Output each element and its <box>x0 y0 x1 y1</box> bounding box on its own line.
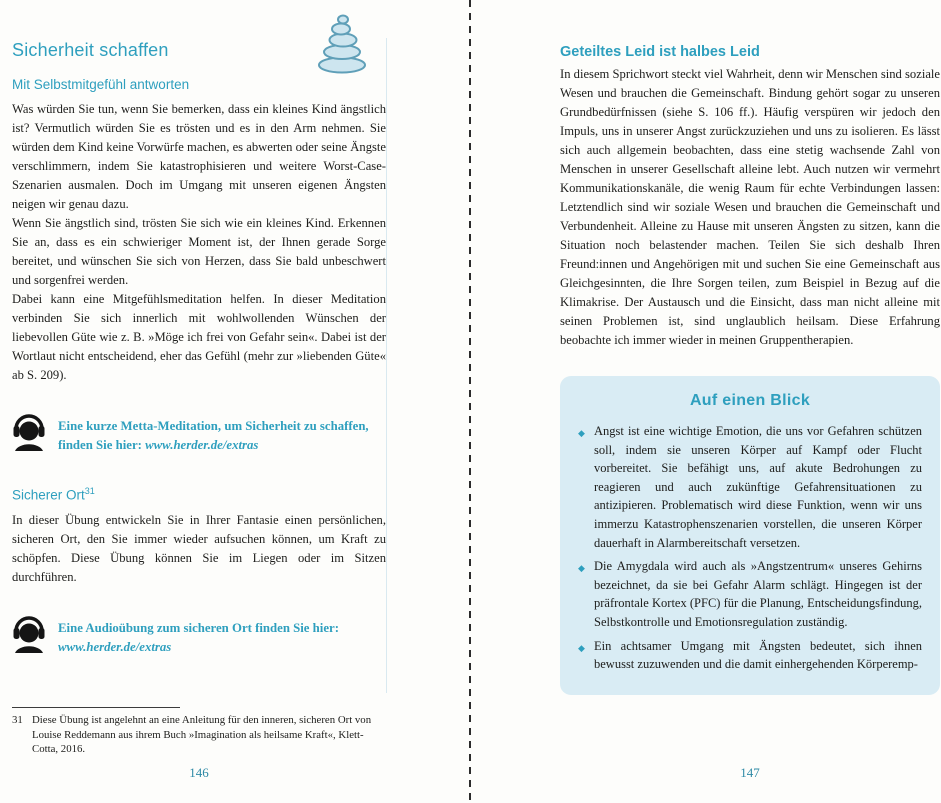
box-bullet-item <box>578 422 922 552</box>
footnote <box>12 713 384 757</box>
box-bullet-text: Die Amygdala wird auch als »Angstzentrum« unseres Gehirns bezeichnet, da sie bei Gefahr Alarm schlägt. Hingegen ist der präfrontale Kortex (PFC) für die Planung, Entscheidungsfindung, Selbstkontrolle und Emotionsregulation zuständig. <box>594 559 922 629</box>
section-heading-selbstmitgefuehl: Mit Selbstmitgefühl antworten <box>12 77 190 92</box>
footnote-block <box>12 707 384 757</box>
body-paragraph: Wenn Sie ängstlich sind, trösten Sie sich wie ein kleines Kind. Erkennen Sie an, dass es ein schwieriger Moment ist, der Ihnen gerade Sorge bereitet, und wünschen Sie sich von Herzen, dass Sie bald unbeschwert und sorgenfrei werden. <box>12 216 386 287</box>
bullet-diamond-icon: ◆ <box>578 642 585 653</box>
callout-label: Eine Audioübung zum sicheren Ort finden Sie hier: <box>58 620 339 635</box>
margin-rule <box>386 38 387 693</box>
right-page-heading: Geteiltes Leid ist halbes Leid <box>560 44 760 60</box>
bullet-diamond-icon: ◆ <box>578 428 585 438</box>
body-paragraph: Was würden Sie tun, wenn Sie bemerken, dass ein kleines Kind ängstlich ist? Vermutlich würden Sie es trösten und es in den Arm nehmen. Sie würden dem Kind keine Vorwürfe machen, es abwerten oder seine Ängste verschlimmern, indem Sie katastrophisieren und weitere Worst-Case-Szenarien ausmalen. Doch im Umgang mit unseren eigenen Ängsten neigen wir genau dazu. <box>12 102 386 211</box>
page-number-left: 146 <box>189 765 209 780</box>
page-number-right: 147 <box>740 765 760 780</box>
page-divider-dashed <box>469 0 471 803</box>
page-title: Sicherheit schaffen <box>12 40 169 60</box>
page-right <box>560 0 940 803</box>
callout-url: www.herder.de/extras <box>58 639 172 654</box>
body-paragraph: In dieser Übung entwickeln Sie in Ihrer Fantasie einen persönlichen, sicheren Ort, den Sie immer wieder aufsuchen können, um Kraft zu schöpfen. Diese Übung können Sie im Liegen oder im Sitzen durchführen. <box>12 512 386 584</box>
auf-einen-blick-box <box>560 376 940 695</box>
callout-label: Eine kurze Metta-Meditation, um Sicherheit zu schaffen, finden Sie hier: <box>58 419 369 452</box>
stone-cairn-icon <box>316 12 368 79</box>
box-bullet-text: Angst ist eine wichtige Emotion, die uns vor Gefahren schützen soll, indem sie unseren Körper auf Kampf oder Flucht vorbereitet. Sie befähigt uns, auf akute Bedrohungen zu reagieren und auch zukünftige Gefahrensituationen zu antizipieren. Problematisch wird diese Funktion, wenn wir uns immerzu Katastrophenszenarien vorstellen, die unseren Körper dauerhaft in Alarmbereitschaft versetzen. <box>594 424 922 550</box>
audio-callout-sicherer-ort <box>12 613 386 658</box>
section-selbstmitgefuehl <box>12 100 386 385</box>
audio-callout-text <box>58 613 339 657</box>
bullet-diamond-icon: ◆ <box>578 563 585 574</box>
headphones-icon <box>12 411 46 456</box>
body-paragraph: In diesem Sprichwort steckt viel Wahrheit, denn wir Menschen sind soziale Wesen und brauchen die Gemeinschaft. Bindung gehört sogar zu unseren Grundbedürfnissen (siehe S. 106 ff.). Häufig verspüren wir jedoch den Impuls, uns in unserer Angst zurückzuziehen und uns zu isolieren. Es lässt sich auch allgemein beobachten, dass eine stetig wachsende Zahl von Menschen in unserer Gesellschaft alleine lebt. Auch nutzen wir vermehrt Kommunikationskanäle, die wenig Raum für echte Verbindungen lassen: Letztendlich sind wir soziale Wesen und brauchen die Gemeinschaft und Verbundenheit. Alleine zu Hause mit unseren Ängsten zu sitzen, kann die Situation noch belastender machen. Teilen Sie sich deshalb Ihren Freund:innen und Angehörigen mit und suchen Sie eine Gemeinschaft aus Gleichgesinnten, die Ihre Sorgen teilen, zum Beispiel in Bezug auf die Klimakrise. Der Austausch und die Einsicht, dass man nicht alleine mit seinen Problemen ist, sind unglaublich heilsam. Diese Erfahrung beobachte ich immer wieder in meinen Gruppentherapien. <box>560 67 940 347</box>
box-bullet-item <box>578 637 922 674</box>
page-left <box>12 0 386 803</box>
callout-url: www.herder.de/extras <box>145 438 259 452</box>
headphones-icon <box>12 613 46 658</box>
body-paragraph: Dabei kann eine Mitgefühlsmeditation helfen. In dieser Meditation verbinden Sie sich innerlich mit wohlwollenden Wünschen der liebevollen Güte wie z. B. »Möge ich frei von Gefahr sein«. Dabei ist der Wortlaut nicht entscheidend, eher das Gefühl (mehr zur »liebenden Güte« ab S. 209). <box>12 292 386 382</box>
box-bullet-item <box>578 557 922 631</box>
section-sicherer-ort <box>12 486 386 587</box>
audio-callout-text <box>58 411 386 455</box>
footnote-number: 31 <box>12 714 23 727</box>
footnote-text: Diese Übung ist angelehnt an eine Anleitung für den inneren, sicheren Ort von Louise Reddemann aus ihrem Buch »Imagination als heilsame Kraft«, Klett-Cotta, 2016. <box>32 714 372 756</box>
footnote-reference: 31 <box>84 486 95 496</box>
box-title: Auf einen Blick <box>689 392 811 409</box>
audio-callout-meditation <box>12 411 386 456</box>
box-bullet-text: Ein achtsamer Umgang mit Ängsten bedeutet, sich ihnen bewusst zuzuwenden und die damit einhergehenden Körperemp- <box>594 638 922 672</box>
heading-text: Sicherer Ort <box>12 487 85 503</box>
footnote-rule <box>12 707 180 708</box>
box-bullet-list <box>578 422 922 674</box>
section-heading-sicherer-ort <box>12 486 386 503</box>
